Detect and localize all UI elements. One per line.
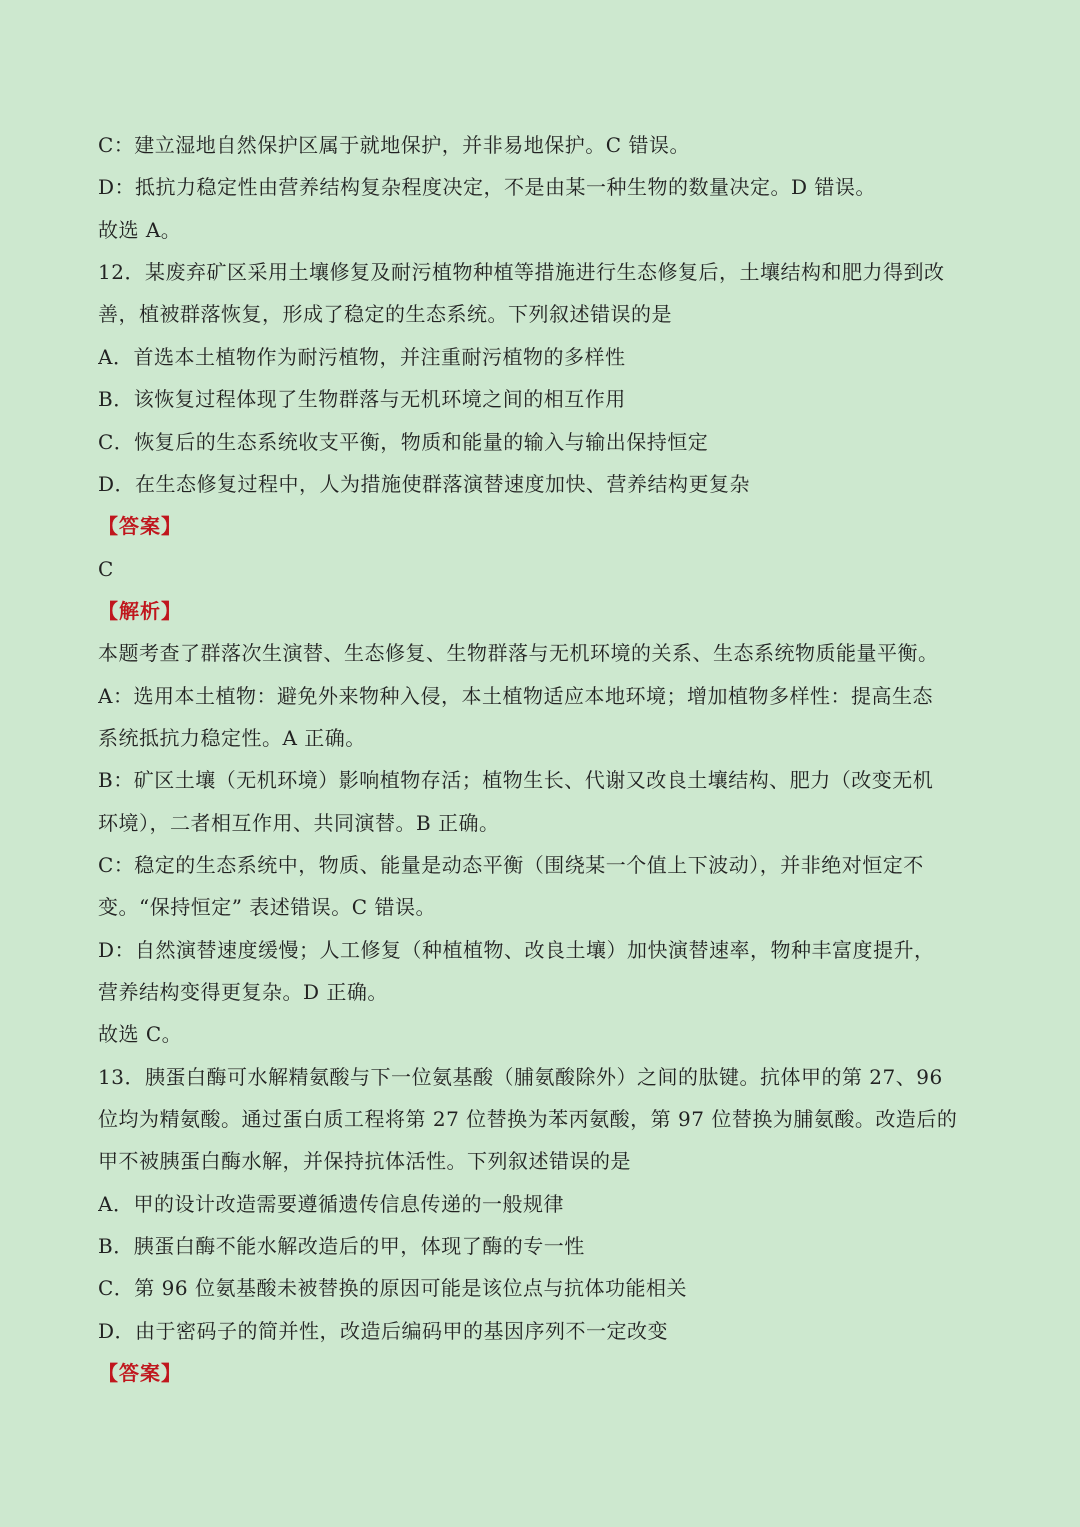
question-13-option-d: D．由于密码子的简并性，改造后编码甲的基因序列不一定改变 [98,1319,669,1343]
analysis-a-line-2: 系统抵抗力稳定性。A 正确。 [98,726,366,750]
question-12-option-c: C．恢复后的生态系统收支平衡，物质和能量的输入与输出保持恒定 [98,430,709,454]
analysis-heading: 【解析】 [98,599,182,623]
question-13-stem-line-1: 13．胰蛋白酶可水解精氨酸与下一位氨基酸（脯氨酸除外）之间的肽键。抗体甲的第 27、96 [98,1065,943,1089]
analysis-intro: 本题考查了群落次生演替、生态修复、生物群落与无机环境的关系、生态系统物质能量平衡。 [98,641,939,665]
conclusion-line-2: 故选 C。 [98,1022,183,1046]
question-13-option-b: B．胰蛋白酶不能水解改造后的甲，体现了酶的专一性 [98,1234,585,1258]
analysis-c-line-2: 变。“保持恒定” 表述错误。C 错误。 [98,895,436,919]
analysis-d-line-2: 营养结构变得更复杂。D 正确。 [98,980,388,1004]
analysis-a-line-1: A：选用本土植物：避免外来物种入侵，本土植物适应本地环境；增加植物多样性：提高生态 [98,684,933,708]
conclusion-line: 故选 A。 [98,218,182,242]
analysis-c-line-1: C：稳定的生态系统中，物质、能量是动态平衡（围绕某一个值上下波动），并非绝对恒定不 [98,853,924,877]
question-12-option-d: D．在生态修复过程中，人为措施使群落演替速度加快、营养结构更复杂 [98,472,751,496]
question-13-option-a: A．甲的设计改造需要遵循遗传信息传递的一般规律 [98,1192,564,1216]
analysis-line-d: D：抵抗力稳定性由营养结构复杂程度决定，不是由某一种生物的数量决定。D 错误。 [98,175,876,199]
analysis-b-line-1: B：矿区土壤（无机环境）影响植物存活；植物生长、代谢又改良土壤结构、肥力（改变无机 [98,768,934,792]
question-12-option-a: A．首选本土植物作为耐污植物，并注重耐污植物的多样性 [98,345,626,369]
analysis-line-c: C：建立湿地自然保护区属于就地保护，并非易地保护。C 错误。 [98,133,690,157]
question-13-stem-line-3: 甲不被胰蛋白酶水解，并保持抗体活性。下列叙述错误的是 [98,1149,631,1173]
answer-heading: 【答案】 [98,514,182,538]
answer-heading-2: 【答案】 [98,1361,182,1385]
question-12-stem-line-1: 12．某废弃矿区采用土壤修复及耐污植物种植等措施进行生态修复后，土壤结构和肥力得到改 [98,260,945,284]
question-13-stem-line-2: 位均为精氨酸。通过蛋白质工程将第 27 位替换为苯丙氨酸，第 97 位替换为脯氨酸。改造后的 [98,1107,958,1131]
answer-value: C [98,557,114,581]
question-13-option-c: C．第 96 位氨基酸未被替换的原因可能是该位点与抗体功能相关 [98,1276,687,1300]
analysis-b-line-2: 环境），二者相互作用、共同演替。B 正确。 [98,811,500,835]
analysis-d-line-1: D：自然演替速度缓慢；人工修复（种植植物、改良土壤）加快演替速率，物种丰富度提升， [98,938,935,962]
question-12-stem-line-2: 善，植被群落恢复，形成了稳定的生态系统。下列叙述错误的是 [98,302,672,326]
question-12-option-b: B．该恢复过程体现了生物群落与无机环境之间的相互作用 [98,387,626,411]
